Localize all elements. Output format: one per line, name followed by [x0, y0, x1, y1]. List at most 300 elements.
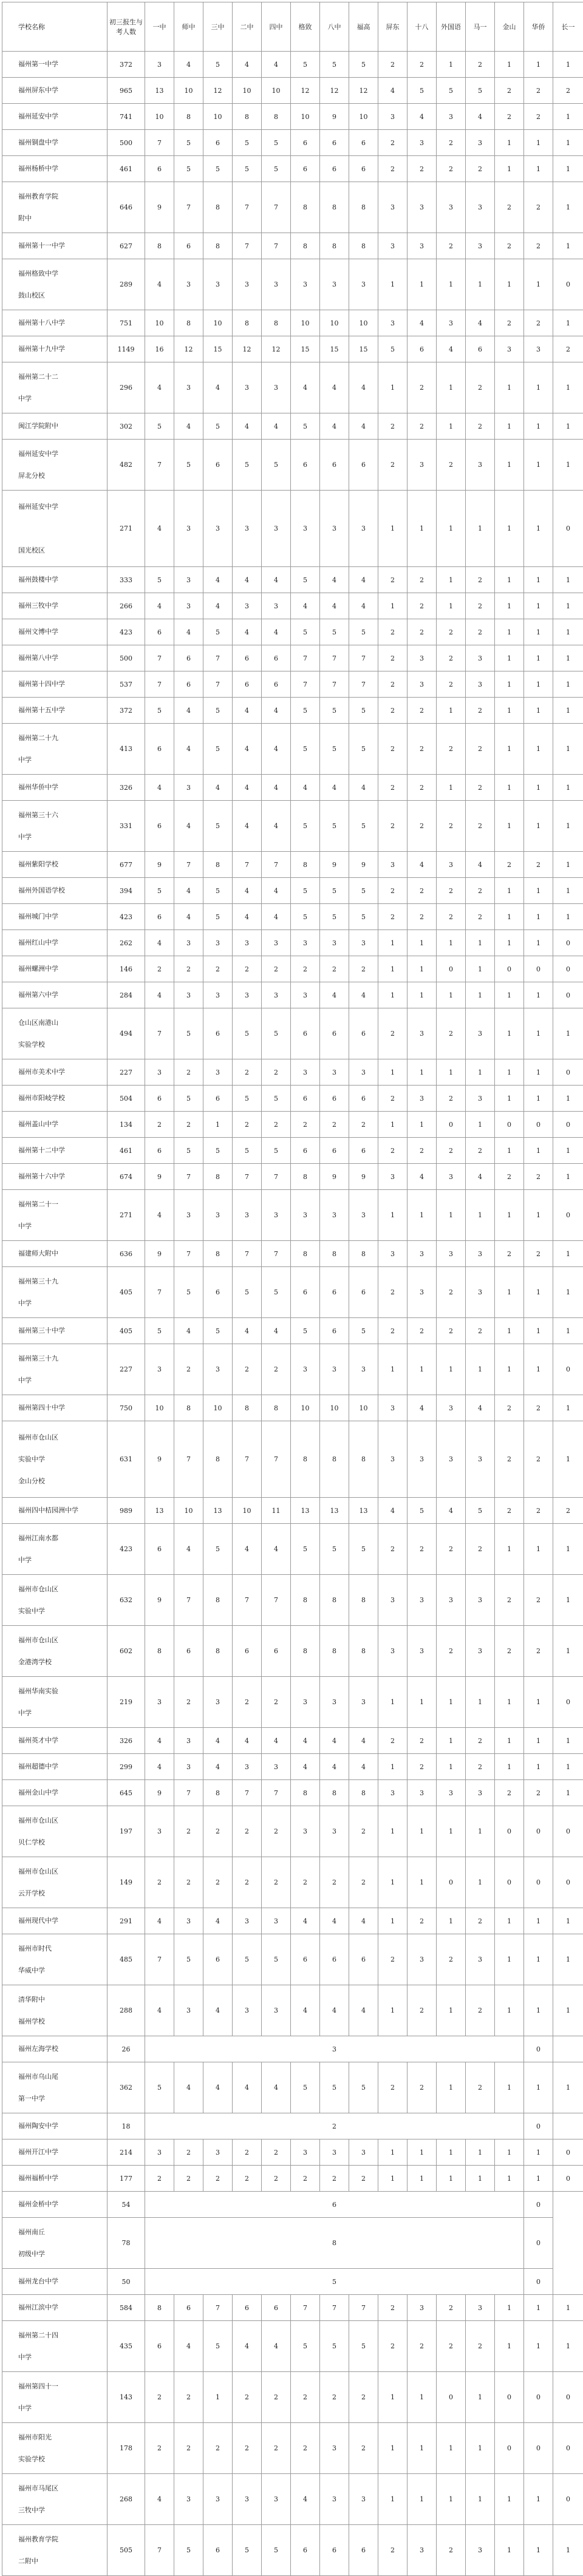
column-header: 学校名称: [2, 2, 107, 52]
quota-cell: 2: [466, 775, 495, 801]
quota-cell: 6: [174, 2295, 203, 2321]
quota-cell: 3: [320, 259, 349, 310]
quota-cell: 1: [407, 956, 437, 982]
quota-cell: 4: [174, 801, 203, 852]
table-row: [2, 567, 583, 593]
quota-cell: 1: [553, 904, 583, 930]
quota-cell: 1: [437, 775, 466, 801]
quota-cell: 4: [233, 619, 262, 645]
quota-cell: 6: [174, 1626, 203, 1677]
quota-cell: 6: [320, 1086, 349, 1112]
quota-cell: 2: [437, 130, 466, 156]
quota-cell: 2: [524, 1241, 553, 1267]
quota-cell: 3: [174, 362, 203, 413]
quota-cell: 4: [349, 593, 378, 619]
quota-cell: 2: [378, 724, 407, 775]
quota-cell: 3: [262, 362, 291, 413]
school-name-cell: [2, 1086, 107, 1112]
student-count-cell: 299: [107, 1754, 145, 1780]
quota-cell: 0: [437, 1857, 466, 1908]
quota-cell: 8: [291, 233, 320, 259]
student-count-cell: 177: [107, 2166, 145, 2192]
quota-cell: 4: [291, 593, 320, 619]
quota-cell: 2: [437, 878, 466, 904]
quota-cell: 3: [262, 491, 291, 567]
quota-cell: 1: [437, 2062, 466, 2113]
quota-cell: 5: [233, 1138, 262, 1164]
quota-cell: 3: [233, 930, 262, 956]
quota-cell: 7: [262, 182, 291, 233]
quota-cell: 2: [378, 2062, 407, 2113]
school-name: 中学: [18, 756, 32, 764]
quota-cell: 0: [553, 2474, 583, 2525]
quota-cell: 5: [233, 1086, 262, 1112]
table-row: [2, 2113, 583, 2139]
quota-cell: 5: [320, 1524, 349, 1575]
quota-cell: 1: [466, 956, 495, 982]
school-name: 云开学校: [18, 1889, 45, 1897]
quota-cell: 2: [407, 413, 437, 440]
quota-cell: 5: [262, 1267, 291, 1318]
quota-cell: 3: [407, 671, 437, 698]
quota-cell: 4: [233, 724, 262, 775]
student-count-cell: 602: [107, 1626, 145, 1677]
quota-cell: 1: [553, 671, 583, 698]
school-name: 福州龙台中学: [18, 2277, 58, 2285]
quota-cell: 5: [145, 567, 174, 593]
table-row: [2, 1138, 583, 1164]
quota-cell: 1: [553, 1164, 583, 1190]
quota-cell: 6: [145, 156, 174, 182]
quota-cell: 2: [466, 593, 495, 619]
quota-cell: 4: [262, 567, 291, 593]
quota-cell: 2: [437, 1318, 466, 1344]
quota-cell: 2: [378, 645, 407, 671]
quota-cell: 6: [291, 440, 320, 491]
quota-cell: 3: [203, 982, 233, 1008]
column-header: 金山: [495, 2, 524, 52]
school-name: 中学: [18, 2353, 32, 2361]
combined-quota-cell: 6: [145, 2192, 524, 2218]
table-row: [2, 1934, 583, 1985]
school-name: 屏北分校: [18, 472, 45, 480]
quota-cell: 4: [203, 362, 233, 413]
quota-cell: 0: [524, 2036, 553, 2062]
quota-cell: 2: [553, 1498, 583, 1524]
school-name: 福州第四十一: [18, 2382, 58, 2390]
quota-cell: 3: [291, 1344, 320, 1395]
quota-cell: 1: [378, 2474, 407, 2525]
quota-cell: 3: [320, 930, 349, 956]
school-name: 福州市仓山区: [18, 1816, 58, 1824]
quota-cell: 15: [320, 336, 349, 362]
quota-cell: 2: [349, 2166, 378, 2192]
quota-cell: 7: [320, 2295, 349, 2321]
column-header: 三中: [203, 2, 233, 52]
quota-cell: 2: [174, 2139, 203, 2166]
quota-cell: 1: [524, 1985, 553, 2036]
quota-cell: 10: [145, 1395, 174, 1421]
quota-cell: 2: [378, 1086, 407, 1112]
quota-cell: 8: [203, 1575, 233, 1626]
quota-cell: 2: [495, 1395, 524, 1421]
quota-cell: 8: [320, 1626, 349, 1677]
quota-cell: 2: [203, 1857, 233, 1908]
quota-cell: 6: [291, 130, 320, 156]
quota-cell: 8: [320, 1241, 349, 1267]
table-row: [2, 1344, 583, 1395]
quota-cell: 1: [378, 1806, 407, 1857]
quota-cell: 5: [262, 2525, 291, 2576]
quota-cell: 2: [437, 2525, 466, 2576]
quota-cell: 1: [495, 413, 524, 440]
quota-cell: 1: [524, 567, 553, 593]
quota-cell: 2: [174, 1677, 203, 1728]
quota-cell: 10: [174, 78, 203, 104]
table-row: [2, 2474, 583, 2525]
quota-cell: 7: [233, 852, 262, 878]
quota-cell: 6: [320, 1267, 349, 1318]
quota-cell: 2: [378, 1728, 407, 1754]
student-count-cell: 372: [107, 698, 145, 724]
table-row: [2, 1857, 583, 1908]
quota-cell: 3: [203, 491, 233, 567]
quota-cell: 5: [320, 698, 349, 724]
quota-cell: 3: [262, 259, 291, 310]
school-name-cell: [2, 775, 107, 801]
quota-cell: 1: [437, 982, 466, 1008]
quota-cell: 3: [466, 233, 495, 259]
quota-cell: 0: [495, 956, 524, 982]
quota-cell: 6: [349, 1008, 378, 1059]
school-name: 附中: [18, 214, 32, 222]
table-row: [2, 156, 583, 182]
quota-cell: 5: [291, 904, 320, 930]
quota-cell: 2: [407, 567, 437, 593]
quota-cell: 2: [495, 182, 524, 233]
quota-cell: 3: [262, 1908, 291, 1934]
quota-cell: 1: [407, 982, 437, 1008]
quota-cell: 3: [437, 1164, 466, 1190]
quota-cell: 2: [262, 1344, 291, 1395]
quota-cell: 1: [378, 1112, 407, 1138]
quota-cell: 4: [407, 852, 437, 878]
school-name: 福建师大附中: [18, 1249, 58, 1257]
school-name-cell: [2, 567, 107, 593]
quota-cell: 1: [437, 1190, 466, 1241]
quota-cell: 2: [262, 2139, 291, 2166]
quota-cell: 0: [553, 930, 583, 956]
quota-cell: 2: [145, 1857, 174, 1908]
quota-cell: 1: [524, 259, 553, 310]
school-name-cell: [2, 645, 107, 671]
quota-cell: 12: [174, 336, 203, 362]
school-name: 福州第十五中学: [18, 706, 65, 714]
quota-cell: 1: [524, 619, 553, 645]
quota-cell: 8: [291, 1626, 320, 1677]
quota-cell: 4: [262, 619, 291, 645]
quota-cell: 3: [378, 1395, 407, 1421]
student-count-cell: 989: [107, 1498, 145, 1524]
school-name-cell: [2, 1806, 107, 1857]
quota-cell: 3: [524, 336, 553, 362]
quota-cell: 1: [524, 982, 553, 1008]
school-name-cell: [2, 2113, 107, 2139]
student-count-cell: 284: [107, 982, 145, 1008]
quota-cell: 1: [553, 2321, 583, 2372]
quota-cell: 4: [320, 775, 349, 801]
quota-cell: 2: [466, 724, 495, 775]
quota-cell: 2: [233, 2166, 262, 2192]
quota-cell: 2: [262, 1059, 291, 1086]
quota-cell: 3: [291, 259, 320, 310]
quota-cell: 3: [262, 1190, 291, 1241]
quota-cell: 2: [349, 956, 378, 982]
student-count-cell: 262: [107, 930, 145, 956]
quota-cell: 3: [466, 671, 495, 698]
quota-cell: 5: [466, 1498, 495, 1524]
quota-cell: 1: [553, 593, 583, 619]
quota-cell: 4: [145, 1908, 174, 1934]
quota-cell: 1: [378, 2139, 407, 2166]
quota-cell: 2: [233, 1857, 262, 1908]
quota-cell: 1: [407, 1344, 437, 1395]
school-name-cell: [2, 233, 107, 259]
quota-cell: 2: [203, 956, 233, 982]
quota-cell: 4: [233, 413, 262, 440]
school-name-cell: [2, 1190, 107, 1241]
table-row: [2, 1164, 583, 1190]
quota-cell: 6: [145, 724, 174, 775]
quota-cell: 1: [553, 775, 583, 801]
quota-cell: 8: [262, 1395, 291, 1421]
student-count-cell: 505: [107, 2525, 145, 2576]
school-name-cell: [2, 1498, 107, 1524]
quota-cell: 5: [203, 2321, 233, 2372]
quota-cell: 5: [349, 2321, 378, 2372]
school-name-cell: [2, 1728, 107, 1754]
quota-cell: 0: [495, 1806, 524, 1857]
quota-cell: 6: [233, 1626, 262, 1677]
quota-cell: 2: [378, 2525, 407, 2576]
quota-cell: 2: [407, 2321, 437, 2372]
quota-cell: 10: [145, 310, 174, 336]
quota-cell: 2: [495, 1575, 524, 1626]
quota-cell: 7: [349, 671, 378, 698]
quota-cell: 3: [174, 1728, 203, 1754]
quota-cell: 2: [553, 336, 583, 362]
quota-cell: 2: [349, 1806, 378, 1857]
quota-cell: 1: [407, 259, 437, 310]
quota-cell: 3: [407, 1086, 437, 1112]
quota-cell: 4: [320, 1908, 349, 1934]
student-count-cell: 394: [107, 878, 145, 904]
student-count-cell: 584: [107, 2295, 145, 2321]
quota-cell: 0: [553, 491, 583, 567]
quota-cell: 4: [233, 1728, 262, 1754]
quota-cell: 1: [407, 1806, 437, 1857]
school-name-cell: [2, 1524, 107, 1575]
quota-cell: 2: [437, 1934, 466, 1985]
quota-cell: 1: [524, 1318, 553, 1344]
quota-cell: 5: [262, 130, 291, 156]
quota-cell: 4: [262, 878, 291, 904]
quota-cell: 8: [203, 233, 233, 259]
quota-cell: 4: [203, 1754, 233, 1780]
school-name: 仓山区南港山: [18, 1019, 58, 1027]
quota-cell: 10: [349, 310, 378, 336]
quota-cell: 1: [378, 2423, 407, 2474]
school-name: 福州左海学校: [18, 2045, 58, 2053]
quota-cell: 10: [262, 78, 291, 104]
quota-cell: 4: [349, 775, 378, 801]
quota-cell: 2: [407, 1908, 437, 1934]
quota-cell: 2: [174, 2423, 203, 2474]
quota-cell: 2: [145, 2423, 174, 2474]
quota-cell: 6: [233, 2295, 262, 2321]
quota-cell: 5: [233, 1267, 262, 1318]
quota-cell: 0: [553, 1806, 583, 1857]
quota-cell: 3: [291, 982, 320, 1008]
quota-cell: 1: [524, 2525, 553, 2576]
student-count-cell: 645: [107, 1780, 145, 1806]
quota-cell: 1: [495, 619, 524, 645]
quota-cell: 1: [437, 362, 466, 413]
quota-cell: 1: [495, 1754, 524, 1780]
table-row: [2, 1728, 583, 1754]
quota-cell: 1: [495, 362, 524, 413]
quota-cell: 2: [203, 1806, 233, 1857]
student-count-cell: 78: [107, 2218, 145, 2269]
quota-cell: 3: [407, 1241, 437, 1267]
student-count-cell: 372: [107, 52, 145, 78]
quota-cell: 3: [378, 1164, 407, 1190]
quota-cell: 1: [466, 1857, 495, 1908]
quota-cell: 4: [233, 2321, 262, 2372]
quota-cell: 3: [378, 233, 407, 259]
table-row: [2, 2062, 583, 2113]
table-row: [2, 2295, 583, 2321]
student-count-cell: 537: [107, 671, 145, 698]
quota-cell: 15: [349, 336, 378, 362]
quota-cell: 1: [495, 2474, 524, 2525]
quota-cell: 5: [203, 413, 233, 440]
quota-cell: 2: [466, 1754, 495, 1780]
quota-cell: 3: [437, 104, 466, 130]
student-count-cell: 219: [107, 1677, 145, 1728]
quota-cell: 8: [291, 1164, 320, 1190]
quota-cell: 2: [437, 1008, 466, 1059]
quota-cell: 2: [203, 2166, 233, 2192]
quota-cell: 1: [437, 593, 466, 619]
school-name: 福州南丘: [18, 2228, 45, 2236]
quota-cell: 2: [495, 1498, 524, 1524]
quota-cell: 2: [495, 233, 524, 259]
quota-cell: 2: [437, 1626, 466, 1677]
quota-cell: 1: [378, 1857, 407, 1908]
quota-cell: 4: [291, 362, 320, 413]
quota-cell: 1: [553, 878, 583, 904]
quota-cell: 3: [203, 1344, 233, 1395]
quota-cell: 1: [524, 1908, 553, 1934]
quota-cell: 4: [174, 878, 203, 904]
quota-cell: 3: [466, 1008, 495, 1059]
combined-quota-cell: 2: [145, 2113, 524, 2139]
quota-cell: 2: [233, 956, 262, 982]
quota-cell: 1: [466, 2372, 495, 2423]
school-name: 福州第八中学: [18, 654, 58, 662]
quota-cell: 1: [553, 1985, 583, 2036]
quota-cell: 7: [291, 645, 320, 671]
table-row: [2, 1318, 583, 1344]
quota-cell: 2: [466, 413, 495, 440]
quota-cell: 1: [553, 440, 583, 491]
quota-cell: 10: [320, 1395, 349, 1421]
quota-cell: 2: [233, 2423, 262, 2474]
quota-cell: 4: [174, 619, 203, 645]
school-name: 福州鼓楼中学: [18, 576, 58, 583]
quota-cell: 1: [203, 1112, 233, 1138]
quota-cell: 2: [262, 2372, 291, 2423]
quota-cell: 4: [291, 1985, 320, 2036]
school-name-cell: [2, 2218, 107, 2269]
school-name-cell: [2, 1241, 107, 1267]
quota-cell: 0: [553, 982, 583, 1008]
student-count-cell: 741: [107, 104, 145, 130]
quota-cell: 5: [407, 78, 437, 104]
quota-cell: 2: [495, 78, 524, 104]
school-name: 福州盖山中学: [18, 1120, 58, 1128]
quota-cell: 0: [553, 1677, 583, 1728]
quota-cell: 7: [145, 1934, 174, 1985]
quota-cell: 1: [437, 1985, 466, 2036]
quota-cell: 4: [320, 362, 349, 413]
quota-cell: 13: [320, 1498, 349, 1524]
quota-cell: 9: [320, 1164, 349, 1190]
table-row: [2, 775, 583, 801]
table-row: [2, 930, 583, 956]
school-name: 福州第二十二: [18, 373, 58, 381]
quota-cell: 2: [524, 1421, 553, 1498]
quota-cell: 5: [174, 1267, 203, 1318]
quota-cell: 3: [349, 491, 378, 567]
quota-cell: 0: [524, 1112, 553, 1138]
quota-cell: 8: [320, 182, 349, 233]
student-count-cell: 435: [107, 2321, 145, 2372]
quota-cell: 3: [466, 1267, 495, 1318]
quota-cell: 9: [145, 1241, 174, 1267]
quota-cell: 4: [466, 852, 495, 878]
school-name: 三牧中学: [18, 2506, 45, 2514]
quota-cell: 1: [466, 2166, 495, 2192]
quota-cell: 1: [524, 1344, 553, 1395]
quota-cell: 4: [349, 1754, 378, 1780]
table-row: [2, 1754, 583, 1780]
quota-cell: 6: [145, 1086, 174, 1112]
school-name: 福州文博中学: [18, 628, 58, 636]
student-count-cell: 134: [107, 1112, 145, 1138]
quota-cell: 7: [262, 852, 291, 878]
quota-cell: 10: [233, 1498, 262, 1524]
school-name-cell: [2, 2062, 107, 2113]
quota-cell: 13: [291, 1498, 320, 1524]
table-row: [2, 2139, 583, 2166]
quota-cell: 1: [437, 1728, 466, 1754]
quota-cell: 1: [553, 2062, 583, 2113]
quota-cell: 4: [320, 1728, 349, 1754]
school-name: 福州金桥中学: [18, 2200, 58, 2208]
quota-cell: 7: [320, 671, 349, 698]
